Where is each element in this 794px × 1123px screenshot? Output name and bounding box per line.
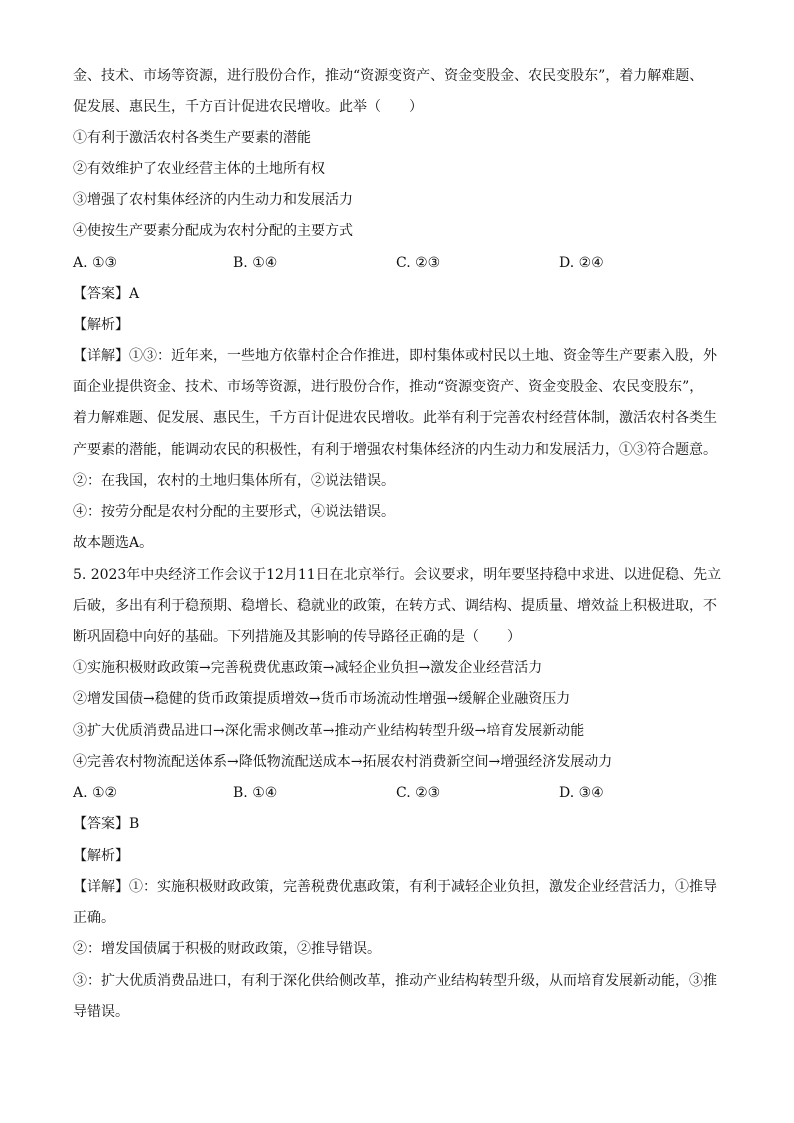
q4-stem-line-1: 金、技术、市场等资源，进行股份合作，推动“资源变资产、资金变股金、农民变股东”，着力解难题、: [73, 68, 704, 84]
q4-detail-line-5: ②：在我国，农村的土地归集体所有，②说法错误。: [73, 473, 395, 489]
q5-option-b: B. ①④: [233, 785, 278, 801]
q4-analysis-label: 【解析】: [73, 317, 129, 333]
q4-item-3: ③增强了农村集体经济的内生动力和发展活力: [73, 192, 353, 208]
q4-item-4: ④使按生产要素分配成为农村分配的主要方式: [73, 223, 353, 239]
q5-option-d: D. ③④: [559, 785, 604, 801]
q5-stem-line-1: 5. 2023年中央经济工作会议于12月11日在北京举行。会议要求，明年要坚持稳中求进、以进促稳、先立: [73, 567, 722, 583]
q5-answer: 【答案】B: [73, 816, 140, 832]
q4-option-a: A. ①③: [73, 255, 118, 271]
q5-detail-line-5: 导错误。: [73, 1004, 129, 1020]
q5-item-1: ①实施积极财政政策→完善税费优惠政策→减轻企业负担→激发企业经营活力: [73, 660, 543, 676]
q4-stem-line-2: 促发展、惠民生，千方百计促进农民增收。此举（ ）: [73, 99, 423, 115]
q5-item-2: ②增发国债→稳健的货币政策提质增效→货币市场流动性增强→缓解企业融资压力: [73, 691, 571, 707]
q5-analysis-label: 【解析】: [73, 848, 129, 864]
q4-options: [73, 253, 723, 273]
q5-stem-line-2: 后破，多出有利于稳预期、稳增长、稳就业的政策，在转方式、调结构、提质量、增效益上积极进取，不: [73, 598, 717, 614]
q4-conclusion: 故本题选A。: [73, 535, 154, 551]
q5-detail-line-3: ②：增发国债属于积极的财政政策，②推导错误。: [73, 941, 381, 957]
q4-option-c: C. ②③: [396, 255, 441, 271]
q5-option-a: A. ①②: [73, 785, 118, 801]
q4-detail-line-4: 产要素的潜能，能调动农民的积极性，有利于增强农村集体经济的内生动力和发展活力，①③符合题意。: [73, 442, 717, 458]
q4-option-d: D. ②④: [559, 255, 604, 271]
q5-stem-line-3: 断巩固稳中向好的基础。下列措施及其影响的传导路径正确的是（ ）: [73, 629, 521, 645]
q4-detail-line-6: ④：按劳分配是农村分配的主要形式，④说法错误。: [73, 504, 395, 520]
q5-item-4: ④完善农村物流配送体系→降低物流配送成本→拓展农村消费新空间→增强经济发展动力: [73, 754, 613, 770]
q5-detail-line-1: 【详解】①：实施积极财政政策，完善税费优惠政策，有利于减轻企业负担，激发企业经营活力，①推导: [73, 879, 717, 895]
q4-item-2: ②有效维护了农业经营主体的土地所有权: [73, 161, 325, 177]
q4-option-b: B. ①④: [233, 255, 278, 271]
q4-detail-line-3: 着力解难题、促发展、惠民生，千方百计促进农民增收。此举有利于完善农村经营体制，激活农村各类生: [73, 410, 717, 426]
q5-detail-line-2: 正确。: [73, 910, 115, 926]
q4-detail-line-1: 【详解】①③：近年来，一些地方依靠村企合作推进，即村集体或村民以土地、资金等生产要素入股，外: [73, 348, 717, 364]
q5-detail-line-4: ③：扩大优质消费品进口，有利于深化供给侧改革，推动产业结构转型升级，从而培育发展新动能，③推: [73, 973, 717, 989]
q5-item-3: ③扩大优质消费品进口→深化需求侧改革→推动产业结构转型升级→培育发展新动能: [73, 723, 585, 739]
q4-item-1: ①有利于激活农村各类生产要素的潜能: [73, 130, 311, 146]
q5-options: [73, 783, 723, 803]
q5-option-c: C. ②③: [396, 785, 441, 801]
q4-detail-line-2: 面企业提供资金、技术、市场等资源，进行股份合作，推动“资源变资产、资金变股金、农民变股东”，: [73, 379, 704, 395]
q4-answer: 【答案】A: [73, 286, 140, 302]
